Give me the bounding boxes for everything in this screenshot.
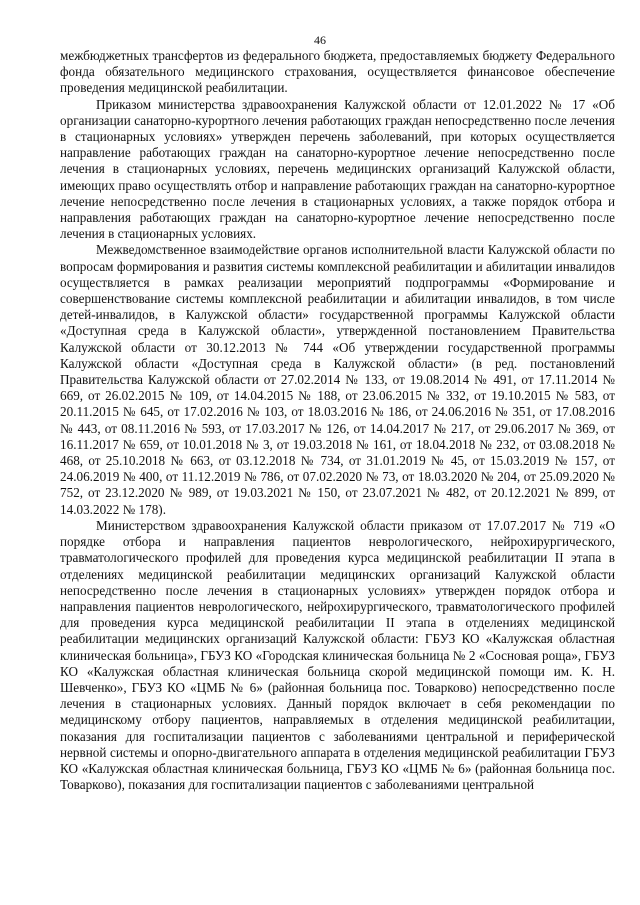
document-body (60, 48, 615, 793)
paragraph-sanatorium-order: Приказом министерства здравоохранения Калужской области от 12.01.2022 № 17 «Об организации санаторно-курортного лечения работающих граждан непосредственно после лечения в стационарных условиях» утвержден перечень заболеваний, при которых осуществляется направление работающих граждан на санаторно-курортное лечение непосредственно после лечения в стационарных условиях, перечень медицинских организаций Калужской области, имеющих право осуществлять отбор и направление работающих граждан на санаторно-курортное лечение непосредственно после лечения в стационарных условиях, а также порядок отбора и направления работающих граждан на санаторно-курортное лечение непосредственно после лечения в стационарных условиях. (60, 96, 615, 242)
paragraph-interagency-cooperation: Межведомственное взаимодействие органов исполнительной власти Калужской области по вопросам формирования и развития системы комплексной реабилитации и абилитации инвалидов осуществляется в рамках реализации мероприятий подпрограммы «Формирование и совершенствование системы комплексной реабилитации и абилитации инвалидов, в том числе детей-инвалидов, в Калужской области» государственной программы Калужской области «Доступная среда в Калужской области», утвержденной постановлением Правительства Калужской области от 30.12.2013 № 744 «Об утверждении государственной программы Калужской области «Доступная среда в Калужской области» (в ред. постановлений Правительства Калужской области от 27.02.2014 № 133, от 19.08.2014 № 491, от 17.11.2014 № 669, от 26.02.2015 № 109, от 14.04.2015 № 188, от 23.06.2015 № 332, от 19.10.2015 № 583, от 20.11.2015 № 645, от 17.02.2016 № 103, от 18.03.2016 № 186, от 24.06.2016 № 351, от 17.08.2016 № 443, от 08.11.2016 № 593, от 17.03.2017 № 126, от 14.04.2017 № 217, от 29.06.2017 № 369, от 16.11.2017 № 659, от 10.01.2018 № 3, от 19.03.2018 № 161, от 18.04.2018 № 232, от 03.08.2018 № 468, от 25.10.2018 № 663, от 03.12.2018 № 734, от 31.01.2019 № 45, от 15.03.2019 № 157, от 24.06.2019 № 400, от 11.12.2019 № 786, от 07.02.2020 № 73, от 18.03.2020 № 204, от 25.09.2020 № 752, от 23.12.2020 № 989, от 19.03.2021 № 150, от 23.07.2021 № 482, от 20.12.2021 № 899, от 14.03.2022 № 178). (60, 242, 615, 517)
paragraph-rehabilitation-order: Министерством здравоохранения Калужской области приказом от 17.07.2017 № 719 «О порядке отбора и направления пациентов неврологического, нейрохирургического, травматологического профилей для проведения курса медицинской реабилитации II этапа в отделениях медицинской реабилитации медицинских организаций Калужской области непосредственно после лечения в стационарных условиях» утвержден порядок отбора и направления пациентов неврологического, нейрохирургического, травматологического профилей для проведения курса медицинской реабилитации II этапа в отделениях медицинской реабилитации медицинских организаций Калужской области: ГБУЗ КО «Калужская областная клиническая больница», ГБУЗ КО «Городская клиническая больница № 2 «Сосновая роща», ГБУЗ КО «Калужская областная клиническая больница скорой медицинской помощи им. К. Н. Шевченко», ГБУЗ КО «ЦМБ № 6» (районная больница пос. Товарково) непосредственно после лечения в стационарных условиях. Данный порядок включает в себя рекомендации по медицинскому отбору пациентов, направляемых в отделения медицинской реабилитации, показания для госпитализации пациентов с заболеваниями центральной и периферической нервной системы и опорно-двигательного аппарата в отделения медицинской реабилитации ГБУЗ КО «Калужская областная клиническая больница, ГБУЗ КО «ЦМБ № 6» (районная больница пос. Товарково), показания для госпитализации пациентов с заболеваниями центральной (60, 517, 615, 793)
paragraph-continuation: межбюджетных трансфертов из федерального бюджета, предоставляемых бюджету Федерального фонда обязательного медицинского страхования, осуществляется финансовое обеспечение проведения медицинской реабилитации. (60, 48, 615, 96)
page-number: 46 (314, 33, 326, 47)
